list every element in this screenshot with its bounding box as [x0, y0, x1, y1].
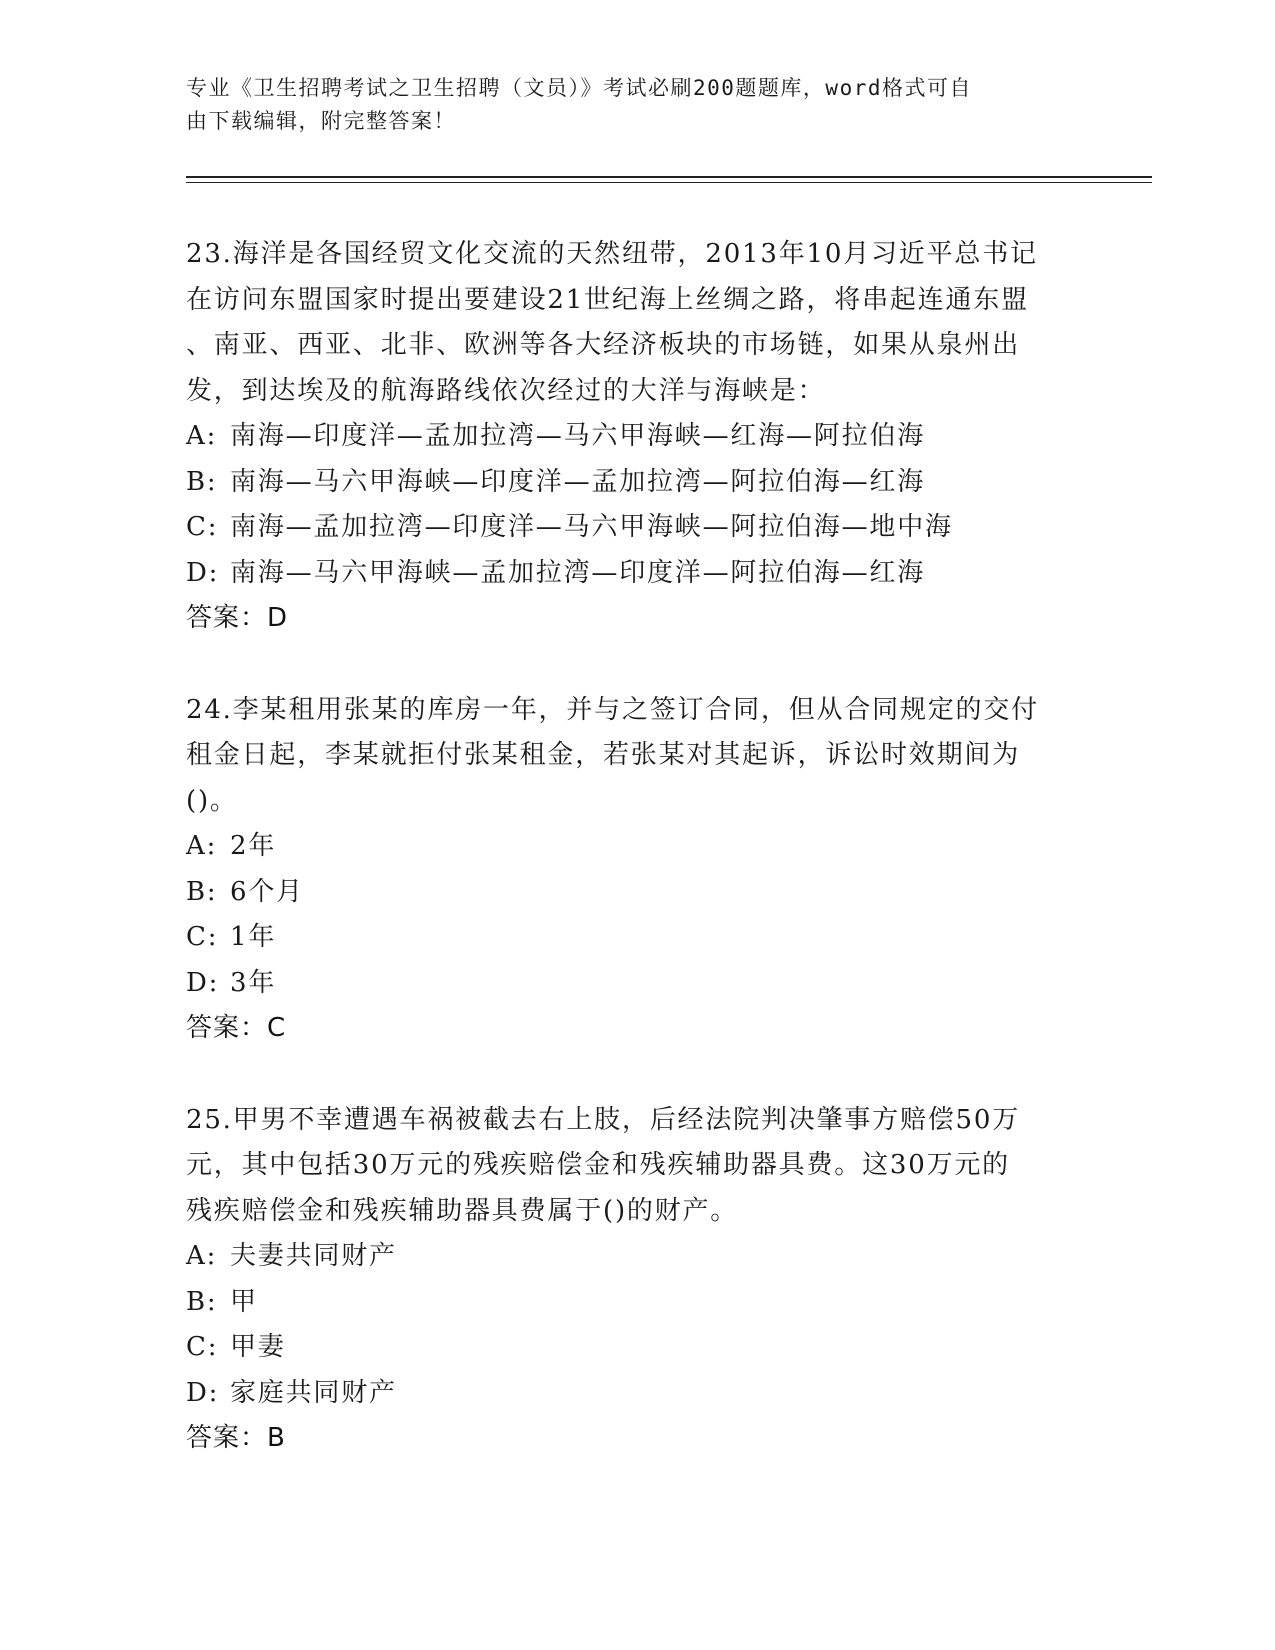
- option-d: [186, 961, 1086, 1007]
- option-c: [186, 1325, 1086, 1371]
- question-stem-line: 25.甲男不幸遭遇车祸被截去右上肢，后经法院判决肇事方赔偿50万: [186, 1104, 1021, 1135]
- option-text: 甲妻: [230, 1332, 286, 1362]
- option-b: [186, 870, 1086, 916]
- option-letter: B:: [186, 466, 218, 497]
- option-letter: C:: [186, 1332, 219, 1362]
- question-list: [186, 232, 1086, 1508]
- answer-line: 答案：D: [186, 603, 289, 633]
- answer-line: 答案：C: [186, 1013, 287, 1043]
- question-stem-line: 发，到达埃及的航海路线依次经过的大洋与海峡是：: [186, 375, 826, 406]
- option-letter: A:: [186, 421, 218, 451]
- option-a: [186, 414, 1086, 460]
- option-text: 南海—马六甲海峡—孟加拉湾—印度洋—阿拉伯海—红海: [230, 557, 926, 588]
- option-text: 1年: [230, 922, 277, 952]
- option-a: [186, 824, 1086, 870]
- question-stem-line: ()。: [186, 785, 238, 816]
- header-line-1: 专业《卫生招聘考试之卫生招聘（文员）》考试必刷200题题库，word格式可自: [186, 76, 972, 100]
- option-b: [186, 460, 1086, 506]
- option-letter: A:: [186, 1241, 218, 1271]
- option-c: [186, 505, 1086, 551]
- option-d: [186, 1371, 1086, 1417]
- document-header: [186, 72, 1066, 138]
- question-stem-line: 24.李某租用张某的库房一年，并与之签订合同，但从合同规定的交付: [186, 694, 1039, 725]
- option-text: 2年: [230, 831, 277, 861]
- option-letter: A:: [186, 831, 218, 861]
- question-stem-line: 23.海洋是各国经贸文化交流的天然纽带，2013年10月习近平总书记: [186, 239, 1038, 269]
- answer-line: 答案：B: [186, 1423, 286, 1453]
- header-line-2: 由下载编辑，附完整答案！: [186, 109, 456, 133]
- question-stem-line: 残疾赔偿金和残疾辅助器具费属于()的财产。: [186, 1195, 739, 1226]
- option-c: [186, 915, 1086, 961]
- option-letter: D:: [186, 557, 220, 588]
- header-divider-thin: [186, 182, 1152, 183]
- option-a: [186, 1234, 1086, 1280]
- option-text: 南海—印度洋—孟加拉湾—马六甲海峡—红海—阿拉伯海: [230, 421, 926, 451]
- question-stem-line: 元，其中包括30万元的残疾赔偿金和残疾辅助器具费。这30万元的: [186, 1150, 1010, 1180]
- option-text: 家庭共同财产: [230, 1377, 397, 1408]
- question-stem-line: 、南亚、西亚、北非、欧洲等各大经济板块的市场链，如果从泉州出: [186, 330, 1021, 360]
- option-text: 6个月: [230, 876, 304, 907]
- question-23: [186, 232, 1086, 642]
- option-letter: C:: [186, 922, 219, 952]
- option-letter: B:: [186, 876, 218, 907]
- option-text: 夫妻共同财产: [230, 1241, 397, 1271]
- option-letter: B:: [186, 1286, 218, 1317]
- option-text: 南海—孟加拉湾—印度洋—马六甲海峡—阿拉伯海—地中海: [230, 512, 953, 542]
- question-24: [186, 688, 1086, 1052]
- option-b: [186, 1280, 1086, 1326]
- question-stem-line: 租金日起，李某就拒付张某租金，若张某对其起诉，诉讼时效期间为: [186, 740, 1021, 770]
- option-text: 甲: [230, 1286, 258, 1317]
- option-letter: D:: [186, 967, 220, 998]
- option-letter: C:: [186, 512, 219, 542]
- option-text: 南海—马六甲海峡—印度洋—孟加拉湾—阿拉伯海—红海: [230, 466, 926, 497]
- option-d: [186, 551, 1086, 597]
- option-letter: D:: [186, 1377, 220, 1408]
- question-stem-line: 在访问东盟国家时提出要建设21世纪海上丝绸之路，将串起连通东盟: [186, 284, 1029, 315]
- question-25: [186, 1098, 1086, 1462]
- header-divider-thick: [186, 176, 1152, 178]
- option-text: 3年: [230, 967, 277, 998]
